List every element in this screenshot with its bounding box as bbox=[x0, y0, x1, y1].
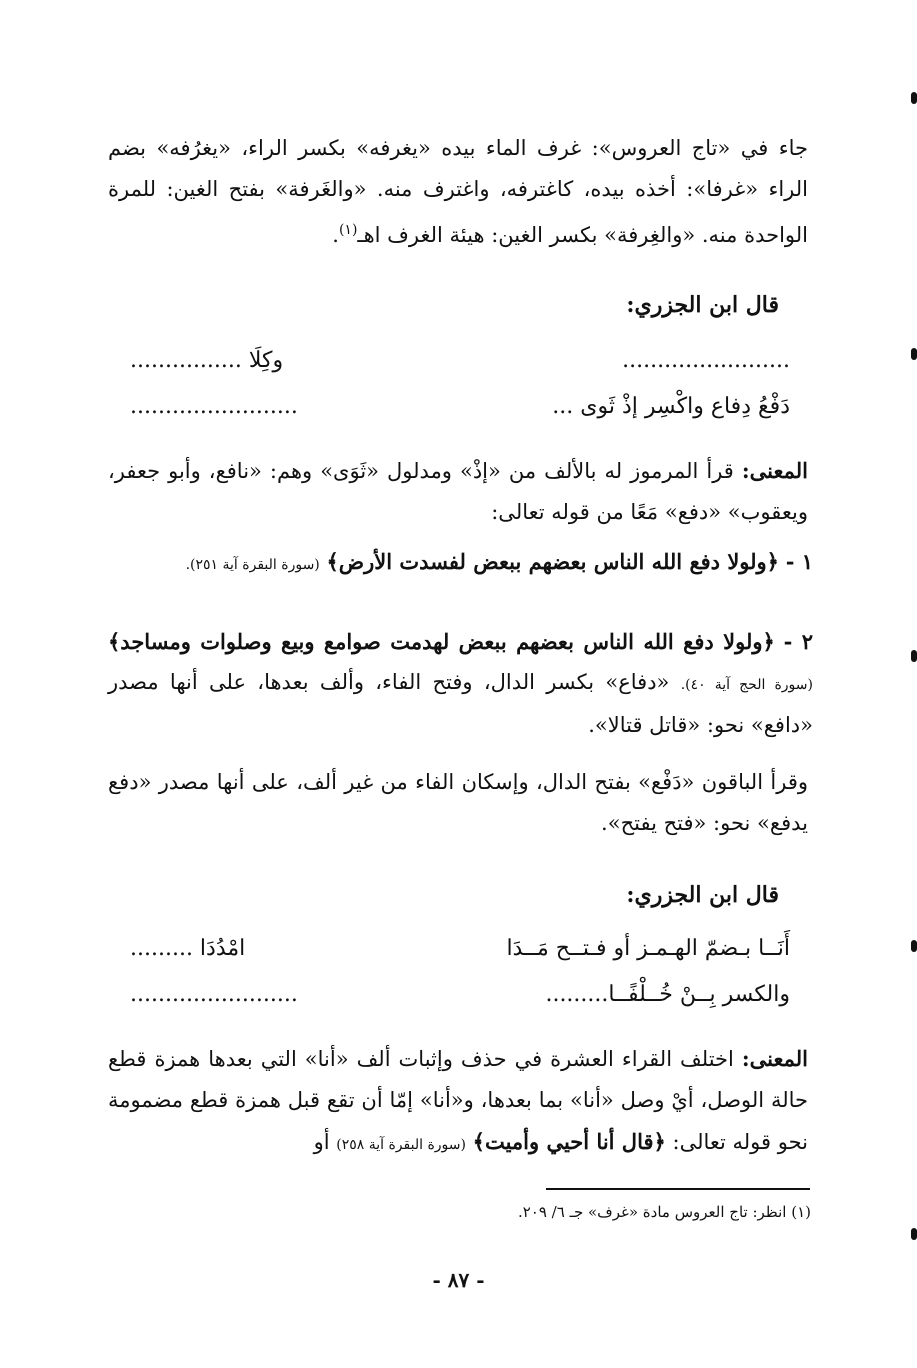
paragraph-text: وقرأ الباقون «دَفْع» بفتح الدال، وإسكان الفاء من غير ألف، على أنها مصدر «دفع يدفع» نحو: «فتح يفتح». bbox=[108, 770, 808, 835]
item-number: ١ - bbox=[785, 549, 813, 574]
quran-verse: ﴿ولولا دفع الله الناس بعضهم ببعض لهدمت صوامع وبيع وصلوات ومساجد﴾ bbox=[108, 629, 775, 654]
poem-hemistich-right: والكسر بِــنْ خُــلْفًــا......... bbox=[545, 982, 790, 1007]
scan-edge-mark bbox=[911, 92, 917, 104]
poem-hemistich-left: ........................ bbox=[130, 982, 298, 1007]
meaning-tail: أو bbox=[313, 1130, 330, 1154]
section-heading-1: قال ابن الجزري: bbox=[626, 292, 779, 318]
meaning-text: اختلف القراء العشرة في حذف وإثبات ألف «أنا» التي بعدها همزة قطع حالة الوصل، أيْ وصل «أنا» بما بعدها، و«أنا» إمّا أن تقع قبل همزة قطع مضمومة نحو قوله تعالى: bbox=[108, 1047, 808, 1154]
paragraph-taj-alarous: جاء في «تاج العروس»: غرف الماء بيده «يغرفه» بكسر الراء، «يغرُفه» بضم الراء «غرفا»: أخذه بيده، كاغترفه، واغترف منه. «والغَرفة» بفتح الغين: للمرة الواحدة منه. «والغِرفة» بكسر الغين: هيئة الغرف اهـ$^{(١)}$. bbox=[108, 136, 808, 247]
verse-reference: (سورة البقرة آية ٢٥١). bbox=[185, 557, 320, 573]
poem-hemistich-right: دَفْعُ دِفاع واكْسِر إذْ ثَوى ... bbox=[552, 394, 790, 419]
poem-hemistich-right: أَنَــا بـضمّ الهـمـز أو فـتــح مَــدَا bbox=[506, 936, 790, 961]
footnote-divider bbox=[546, 1188, 810, 1190]
scan-edge-mark bbox=[911, 348, 917, 360]
poem-hemistich-left: وكِلَا ................ bbox=[130, 348, 284, 373]
meaning-paragraph-2 bbox=[108, 1038, 808, 1166]
scan-edge-mark bbox=[911, 1228, 917, 1240]
paragraph-text: جاء في «تاج العروس»: غرف الماء بيده «يغرفه» بكسر الراء، «يغرُفه» بضم الراء «غرفا»: أخذه بيده، كاغترفه، واغترف منه. «والغَرفة» بفتح الغين: للمرة الواحدة منه. «والغِرفة» بكسر الغين: هيئة الغرف اهـ bbox=[108, 136, 808, 247]
section-heading-2: قال ابن الجزري: bbox=[626, 882, 779, 908]
footnote: (١) انظر: تاج العروس مادة «غرف» جـ ٦/ ٢٠٩. bbox=[517, 1203, 811, 1221]
poem-line-1 bbox=[130, 348, 790, 384]
item-number: ٢ - bbox=[783, 629, 813, 654]
scan-edge-mark bbox=[911, 650, 917, 662]
poem-line-4 bbox=[130, 982, 790, 1018]
meaning-label: المعنى: bbox=[741, 458, 808, 483]
verse-reference: (سورة الحج آية ٤٠). bbox=[680, 677, 813, 693]
item-text: «دفاع» بكسر الدال، وفتح الفاء، وألف بعدها، على أنها مصدر «دافع» نحو: «قاتل قتالا». bbox=[108, 670, 813, 737]
verse-reference: (سورة البقرة آية ٢٥٨) bbox=[336, 1137, 466, 1153]
scan-edge-mark bbox=[911, 940, 917, 952]
meaning-paragraph-1 bbox=[108, 450, 808, 533]
footnote-ref: (١) bbox=[338, 222, 358, 238]
meaning-text: قرأ المرموز له بالألف من «إذْ» ومدلول «ثَوَى» وهم: «نافع، وأبو جعفر، ويعقوب» «دفع» مَعًا من قوله تعالى: bbox=[108, 459, 808, 524]
poem-line-2 bbox=[130, 394, 790, 430]
list-item-1 bbox=[108, 542, 813, 585]
poem-hemistich-left: امْدُدَا ......... bbox=[130, 936, 246, 961]
page-number: - ٨٧ - bbox=[432, 1268, 485, 1292]
meaning-label: المعنى: bbox=[741, 1046, 808, 1071]
poem-line-3 bbox=[130, 936, 790, 972]
quran-verse: ﴿ولولا دفع الله الناس بعضهم ببعض لفسدت الأرض﴾ bbox=[326, 549, 779, 574]
poem-hemistich-right: ........................ bbox=[622, 348, 790, 373]
poem-hemistich-left: ........................ bbox=[130, 394, 298, 419]
list-item-2 bbox=[108, 622, 813, 745]
quran-verse: ﴿قال أنا أحيي وأميت﴾ bbox=[472, 1129, 666, 1154]
paragraph-albaqun bbox=[108, 762, 808, 844]
